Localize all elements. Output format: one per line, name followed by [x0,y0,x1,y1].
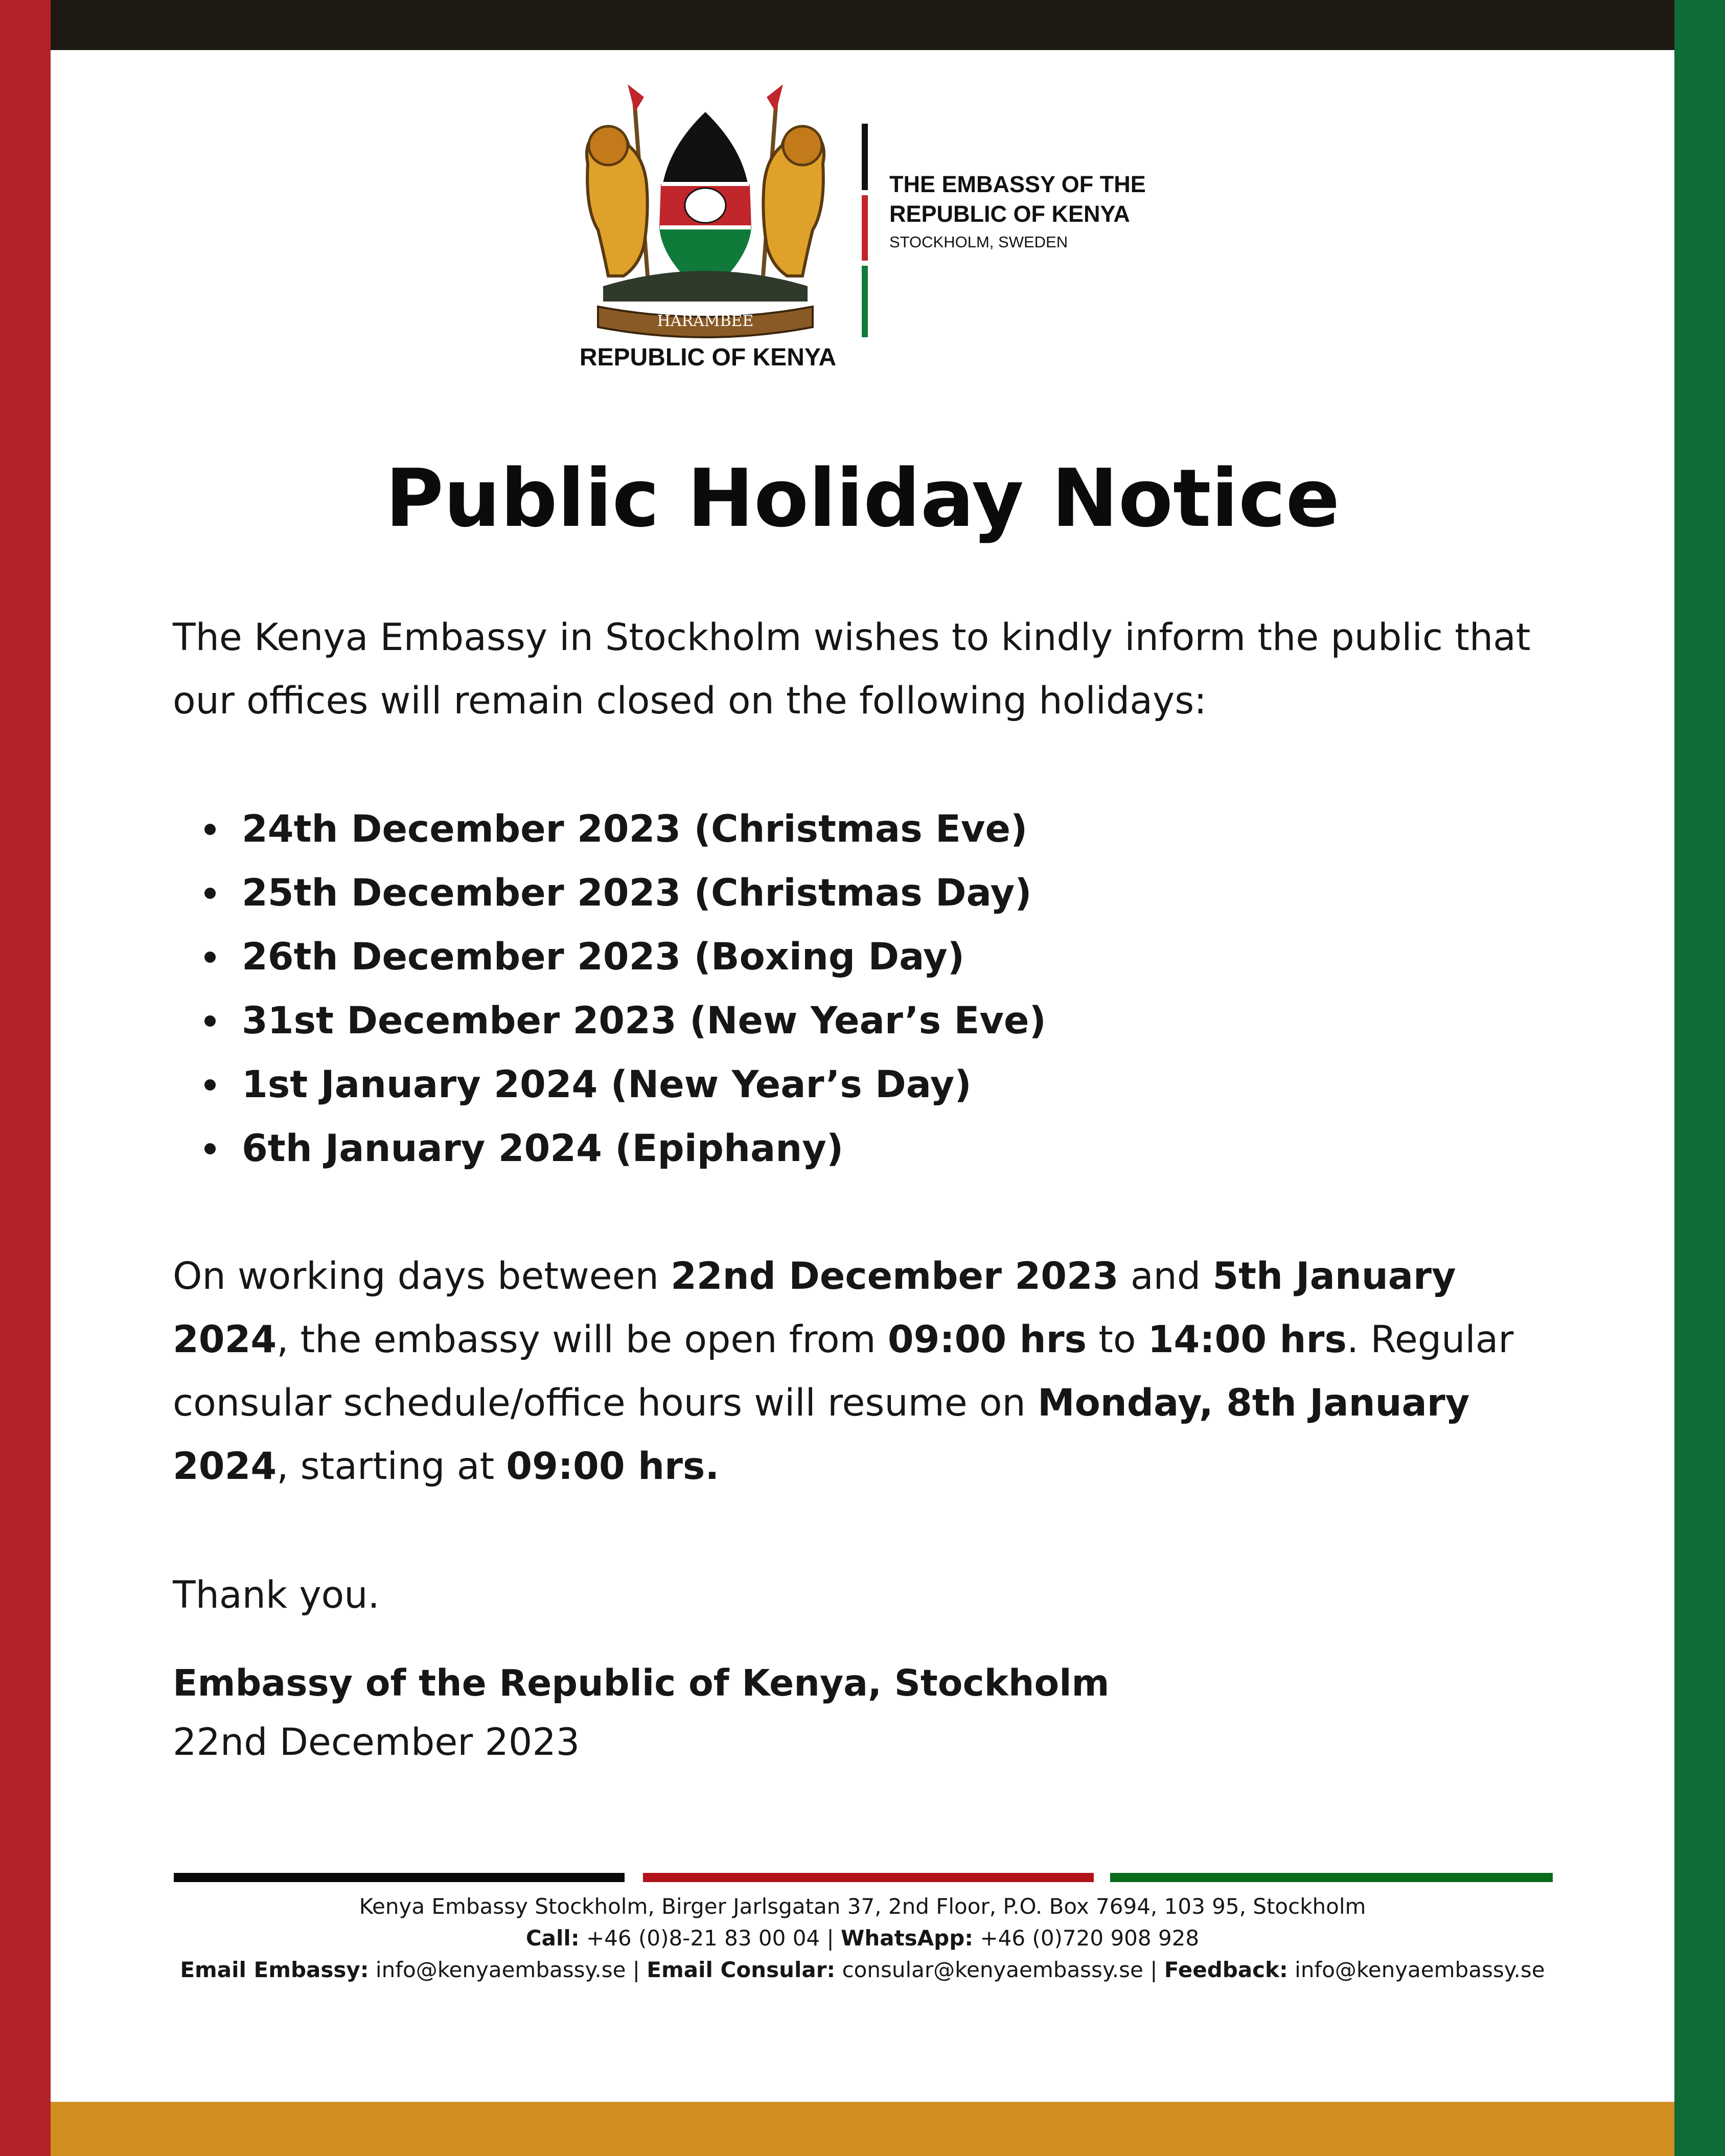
notice-title: Public Holiday Notice [385,452,1340,545]
resume-date: Monday, 8th January 2024 [173,1381,1470,1488]
svg-text:HARAMBEE: HARAMBEE [657,312,754,330]
footer-phone [0,1922,1725,1954]
signatory: Embassy of the Republic of Kenya, Stockholm [173,1662,1110,1704]
thanks-text: Thank you. [173,1573,380,1617]
footer-email [0,1954,1725,1986]
footer-line-black [174,1873,625,1882]
bottom-gold-border [51,2102,1674,2156]
email-consular-value: consular@kenyaembassy.se | [835,1957,1164,1982]
header-flag-divider [862,124,868,337]
list-item: 6th January 2024 (Epiphany) [173,1117,1046,1180]
hours-text: , starting at [277,1445,507,1488]
hours-text: . Regular consular schedule/office hours will resume on [173,1318,1514,1425]
call-number: +46 (0)8-21 83 00 04 | [579,1926,841,1951]
left-red-border [0,0,51,2156]
feedback-label: Feedback: [1164,1957,1288,1982]
right-green-border [1674,0,1725,2156]
top-black-border [51,0,1674,50]
notice-date: 22nd December 2023 [173,1721,580,1764]
whatsapp-number: +46 (0)720 908 928 [973,1926,1200,1951]
embassy-location: STOCKHOLM, SWEDEN [889,233,1068,251]
list-item: 25th December 2023 (Christmas Day) [173,861,1046,925]
email-consular-label: Email Consular: [647,1957,836,1982]
hours-start-date: 22nd December 2023 [671,1255,1119,1298]
coat-of-arms-icon [567,82,843,347]
list-item: 24th December 2023 (Christmas Eve) [173,797,1046,861]
embassy-title-line1: THE EMBASSY OF THE [889,171,1146,197]
feedback-value: info@kenyaembassy.se [1287,1957,1545,1982]
hours-end-date: 5th January 2024 [173,1255,1456,1361]
opening-hours-paragraph [173,1245,1543,1498]
call-label: Call: [525,1926,580,1951]
intro-paragraph: The Kenya Embassy in Stockholm wishes to kindly inform the public that our offices will remain closed on the following holidays: [173,616,1531,723]
hours-text: and [1118,1255,1213,1298]
embassy-title-line2: REPUBLIC OF KENYA [889,201,1130,227]
hours-open-time: 09:00 hrs [887,1318,1087,1361]
hours-text: On working days between [173,1255,671,1298]
whatsapp-label: WhatsApp: [841,1926,974,1951]
embassy-title [889,170,1247,229]
hours-text: to [1087,1318,1148,1361]
list-item: 1st January 2024 (New Year’s Day) [173,1053,1046,1117]
footer-line-green [1110,1873,1553,1882]
coat-of-arms-label: REPUBLIC OF KENYA [579,344,837,371]
footer-line-red [643,1873,1094,1882]
list-item: 31st December 2023 (New Year’s Eve) [173,989,1046,1053]
holiday-list [173,797,1046,1180]
footer-address: Kenya Embassy Stockholm, Birger Jarlsgatan 37, 2nd Floor, P.O. Box 7694, 103 95, Stockholm [359,1894,1366,1919]
email-embassy-label: Email Embassy: [180,1957,369,1982]
resume-time: 09:00 hrs. [506,1445,720,1488]
hours-close-time: 14:00 hrs [1147,1318,1347,1361]
hours-text: , the embassy will be open from [277,1318,888,1361]
email-embassy-value: info@kenyaembassy.se | [369,1957,647,1982]
list-item: 26th December 2023 (Boxing Day) [173,925,1046,989]
